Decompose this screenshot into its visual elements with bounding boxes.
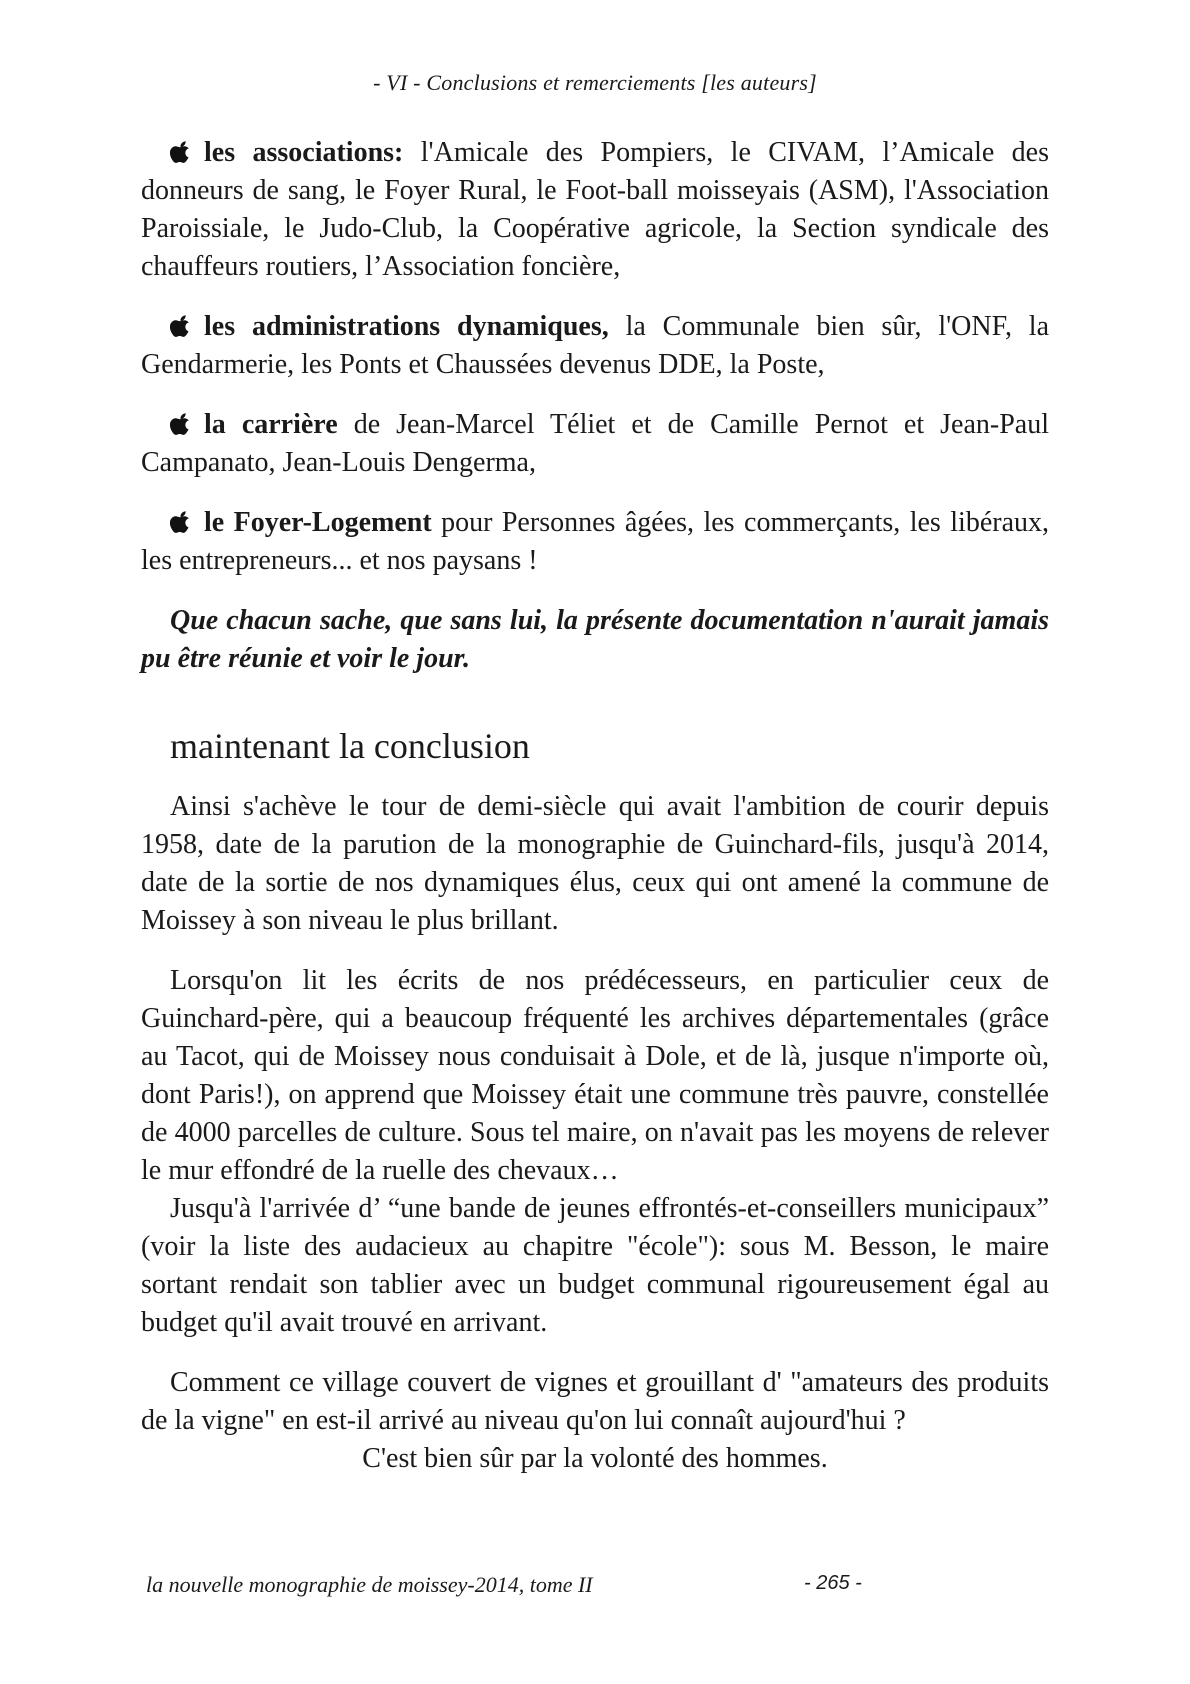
page-number: - 265 - [804, 1572, 862, 1594]
thanks-item-text: pour Personnes âgées, les commerçants, les libéraux, les entrepreneurs... et nos paysans ! [141, 507, 1050, 576]
thanks-item-text: l'Amicale des Pompiers, le CIVAM, l’Amicale des donneurs de sang, le Foyer Rural, le Foot-ball moisseyais (ASM), l'Association Paroissiale, le Judo-Club, la Coopérative agricole, la Section syndicale des chauffeurs routiers, l’Association foncière, [141, 137, 1050, 282]
running-header: - VI - Conclusions et remerciements [les auteurs] [373, 70, 817, 95]
thanks-item-text: de Jean-Marcel Téliet et de Camille Pernot et Jean-Paul Campanato, Jean-Louis Dengerma, [141, 409, 1049, 478]
footer-publication: la nouvelle monographie de moissey-2014, tome II [146, 1572, 593, 1597]
final-line: C'est bien sûr par la volonté des hommes. [362, 1443, 828, 1474]
conclusion-paragraph: Lorsqu'on lit les écrits de nos prédécesseurs, en particulier ceux de Guinchard-père, qui a beaucoup fréquenté les archives départementales (grâce au Tacot, qui de Moissey nous conduisait à Dole, et de là, jusque n'importe où, dont Paris!), on apprend que Moissey était une commune très pauvre, constellée de 4000 parcelles de culture. Sous tel maire, on n'avait pas les moyens de relever le mur effondré de la ruelle des chevaux… [141, 965, 1049, 1186]
thanks-item-label: les associations: [204, 137, 404, 168]
thanks-item-text: la Communale bien sûr, l'ONF, la Gendarmerie, les Ponts et Chaussées devenus DDE, la Poste, [141, 311, 1050, 380]
thanks-item-label: le Foyer-Logement [204, 507, 432, 538]
apple-icon [170, 412, 192, 436]
closing-statement: Que chacun sache, que sans lui, la présente documentation n'aurait jamais pu être réunie et voir le jour. [141, 605, 1049, 674]
conclusion-paragraph: Comment ce village couvert de vignes et grouillant d' "amateurs des produits de la vigne" en est-il arrivé au niveau qu'on lui connaît aujourd'hui ? [141, 1367, 1049, 1436]
page-body [141, 134, 1049, 1478]
conclusion-paragraph: Ainsi s'achève le tour de demi-siècle qui avait l'ambition de courir depuis 1958, date de la parution de la monographie de Guinchard-fils, jusqu'à 2014, date de la sortie de nos dynamiques élus, ceux qui ont amené la commune de Moissey à son niveau le plus brillant. [141, 791, 1049, 936]
apple-icon [170, 510, 192, 534]
thanks-item-label: la carrière [204, 409, 338, 440]
apple-icon [170, 140, 192, 164]
conclusion-paragraph: Jusqu'à l'arrivée d’ “une bande de jeunes effrontés-et-conseillers municipaux” (voir la liste des audacieux au chapitre "école"): sous M. Besson, le maire sortant rendait son tablier avec un budget communal rigoureusement égal au budget qu'il avait trouvé en arrivant. [141, 1193, 1049, 1338]
apple-icon [170, 314, 192, 338]
thanks-item-foyer-logement [141, 504, 1049, 580]
thanks-item-administrations [141, 308, 1049, 384]
thanks-item-label: les administrations dynamiques, [204, 311, 609, 342]
thanks-item-associations [141, 134, 1049, 286]
section-heading: maintenant la conclusion [170, 726, 530, 766]
thanks-item-carriere [141, 406, 1049, 482]
